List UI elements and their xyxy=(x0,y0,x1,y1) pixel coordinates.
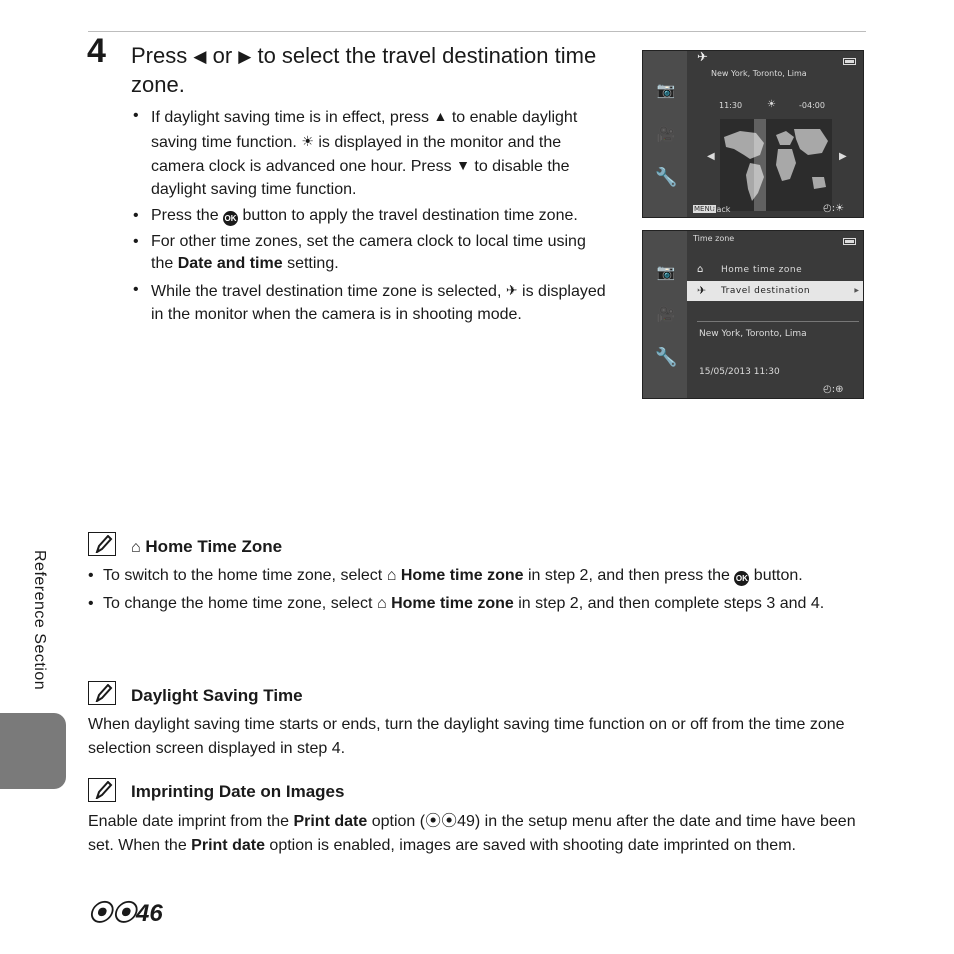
home-icon: ⌂ xyxy=(386,567,397,584)
back-label: Back xyxy=(711,205,731,214)
bullet-text: setting. xyxy=(287,255,339,272)
divider xyxy=(697,321,859,322)
wrench-icon: 🔧 xyxy=(655,167,678,187)
bullet-text: For other time zones, set the camera clock to local time using the xyxy=(151,232,586,272)
list-item xyxy=(131,105,609,201)
battery-icon xyxy=(843,238,856,245)
daylight-saving-icon: ☀ xyxy=(301,132,314,149)
list-item xyxy=(131,279,609,326)
list-item xyxy=(88,564,866,588)
step-number: 4 xyxy=(87,32,106,70)
ok-button-icon: OK xyxy=(734,571,749,586)
note-title-text: Home Time Zone xyxy=(145,537,283,556)
bullet-text: button. xyxy=(753,567,803,584)
body-bold: Print date xyxy=(191,837,265,854)
home-time-zone-label: Home time zone xyxy=(721,265,803,275)
note-pencil-icon xyxy=(88,681,116,705)
screen-main xyxy=(687,231,863,398)
dst-world-icon: ◴:⊕ xyxy=(823,384,844,395)
body-text: Enable date imprint from the xyxy=(88,813,289,830)
screen-offset: -04:00 xyxy=(799,101,825,110)
note-title-daylight-saving: Daylight Saving Time xyxy=(131,686,303,705)
page-reference: 49 xyxy=(457,813,475,830)
screen-sidebar xyxy=(643,231,687,398)
note-pencil-icon xyxy=(88,778,116,802)
step-title-press: Press xyxy=(131,43,188,68)
travel-destination-icon: ✈ xyxy=(505,282,518,298)
home-icon: ⌂ xyxy=(131,539,141,556)
menu-key-icon: MENU xyxy=(694,205,715,213)
note-bullets xyxy=(88,564,866,620)
camera-screen-world-map xyxy=(642,50,864,218)
travel-icon: ✈ xyxy=(697,284,707,297)
left-arrow-icon: ◀ xyxy=(193,47,207,66)
menu-item-home-time-zone[interactable] xyxy=(687,260,863,280)
home-icon: ⌂ xyxy=(697,264,704,275)
top-rule xyxy=(88,31,866,32)
battery-icon xyxy=(843,58,856,65)
page-number xyxy=(88,893,163,928)
movie-icon: 🎥 xyxy=(656,126,676,143)
right-arrow-icon: ▶ xyxy=(238,47,252,66)
movie-icon: 🎥 xyxy=(656,306,676,323)
step-title xyxy=(131,42,611,99)
screen-datetime: 15/05/2013 11:30 xyxy=(699,367,780,377)
bullet-text: is displayed in the monitor and the camera clock is advanced one hour. Press xyxy=(151,133,562,175)
bullet-bold: Home time zone xyxy=(400,567,524,584)
bullet-text: button to apply the travel destination time zone. xyxy=(242,206,578,224)
section-tab xyxy=(0,713,66,789)
note-title-home-time-zone xyxy=(131,536,282,559)
screen-time: 11:30 xyxy=(719,101,743,110)
dst-toggle-icon: ◴:☀ xyxy=(823,203,845,214)
page-number-text: 46 xyxy=(136,900,163,927)
bullet-text: to enable daylight saving time function. xyxy=(151,109,578,151)
travel-icon: ✈ xyxy=(697,50,708,65)
body-text: option ( xyxy=(371,813,426,830)
list-item xyxy=(131,231,609,276)
step-bullets xyxy=(131,105,609,330)
reference-section-icon: ⦿⦿ xyxy=(425,813,458,830)
note-pencil-icon xyxy=(88,532,116,556)
bullet-text: in step 2, and then press the xyxy=(527,567,730,584)
body-text: option is enabled, images are saved with shooting date imprinted on them. xyxy=(269,837,796,854)
screen-city: New York, Toronto, Lima xyxy=(711,69,807,78)
step-title-rest: to select the travel destination time zone. xyxy=(131,43,597,97)
screen-sidebar xyxy=(643,51,687,217)
screen-header: Time zone xyxy=(693,234,735,243)
screen-city: New York, Toronto, Lima xyxy=(699,329,807,339)
bullet-text: is displayed in the monitor when the camera is in shooting mode. xyxy=(151,283,606,323)
list-item xyxy=(131,205,609,228)
ok-button-icon: OK xyxy=(223,211,238,226)
camera-screen-time-zone xyxy=(642,230,864,399)
reference-section-icon: ⦿⦿ xyxy=(88,900,136,927)
world-map xyxy=(720,119,832,211)
screen-main xyxy=(687,51,863,217)
daylight-saving-icon: ☀ xyxy=(767,99,776,110)
bullet-text: in step 2, and then complete steps 3 and 4. xyxy=(518,595,825,612)
bullet-bold: Home time zone xyxy=(391,595,514,612)
left-arrow-icon: ◀ xyxy=(707,151,715,162)
world-map-graphic xyxy=(720,119,832,211)
list-item xyxy=(88,592,866,616)
travel-destination-label: Travel destination xyxy=(721,286,811,296)
note-body-daylight-saving: When daylight saving time starts or ends, turn the daylight saving time function on or off from the time zone selection screen displayed in step 4. xyxy=(88,716,845,757)
bullet-text: Press the xyxy=(151,206,219,224)
step-title-or: or xyxy=(212,43,233,68)
bullet-text: To change the home time zone, select xyxy=(103,595,373,612)
body-bold: Print date xyxy=(293,813,368,830)
wrench-icon: 🔧 xyxy=(655,347,678,367)
bullet-text: to disable the daylight saving time function. xyxy=(151,158,570,198)
note-title-imprinting: Imprinting Date on Images xyxy=(131,782,345,801)
bullet-text: While the travel destination time zone is selected, xyxy=(151,283,502,300)
menu-item-travel-destination[interactable] xyxy=(687,281,863,301)
home-icon: ⌂ xyxy=(376,595,387,612)
note-body-imprinting xyxy=(88,810,866,858)
body-text: ) in the setup menu after the date and time have been set. When the xyxy=(88,813,856,854)
bullet-text: If daylight saving time is in effect, press xyxy=(151,109,430,126)
bullet-bold: Date and time xyxy=(177,255,283,272)
submenu-arrow-icon: ▶ xyxy=(854,287,859,294)
right-arrow-icon: ▶ xyxy=(839,151,847,162)
up-arrow-icon: ▲ xyxy=(433,108,448,124)
camera-icon: 📷 xyxy=(656,264,676,281)
down-arrow-icon: ▼ xyxy=(456,157,470,173)
bullet-text: To switch to the home time zone, select xyxy=(103,567,383,584)
camera-icon: 📷 xyxy=(656,82,676,99)
side-section-label: Reference Section xyxy=(31,550,48,691)
